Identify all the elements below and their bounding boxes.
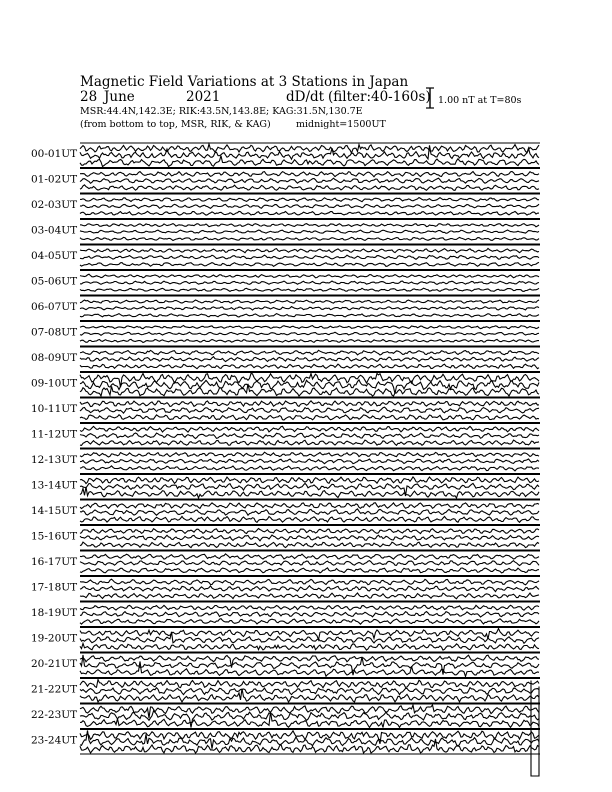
trace-row — [31, 271, 540, 296]
row-label: 23-24UT — [31, 734, 78, 747]
trace-row — [31, 424, 540, 449]
trace-rik — [80, 535, 539, 541]
trace-row — [31, 449, 540, 474]
trace-kag — [80, 529, 539, 534]
trace-msr — [80, 593, 539, 599]
row-label: 21-22UT — [31, 683, 78, 696]
trace-kag — [80, 554, 539, 559]
date-month: June — [104, 89, 135, 105]
trace-msr — [80, 211, 539, 215]
trace-rik — [80, 357, 539, 362]
trace-rik — [80, 586, 539, 592]
trace-kag — [80, 680, 539, 688]
trace-msr — [80, 516, 539, 522]
trace-msr — [80, 619, 539, 625]
trace-row — [31, 704, 540, 729]
row-label: 15-16UT — [31, 530, 78, 543]
trace-kag — [80, 374, 539, 388]
trace-rik — [80, 509, 539, 515]
trace-msr — [80, 185, 539, 191]
trace-kag — [80, 224, 539, 227]
row-label: 12-13UT — [31, 454, 78, 466]
trace-kag — [80, 503, 539, 509]
trace-row — [31, 526, 540, 551]
trace-row — [31, 169, 540, 194]
trace-rik — [80, 688, 539, 695]
trace-rik — [80, 407, 539, 413]
trace-kag — [80, 477, 539, 484]
trace-kag — [80, 274, 539, 278]
trace-msr — [80, 466, 539, 471]
row-label: 07-08UT — [31, 326, 78, 339]
trace-rik — [80, 306, 539, 310]
date-day: 28 — [80, 89, 98, 105]
trace-rik — [80, 281, 539, 284]
row-label: 17-18UT — [31, 581, 78, 594]
row-label: 10-11UT — [31, 403, 78, 415]
trace-row — [31, 500, 540, 525]
trace-kag — [80, 579, 539, 585]
trace-kag — [80, 172, 539, 177]
trace-row — [31, 245, 540, 270]
row-label: 01-02UT — [31, 173, 78, 186]
trace-msr — [80, 237, 539, 240]
trace-kag — [80, 300, 539, 303]
row-label: 19-20UT — [31, 632, 78, 645]
trace-msr — [80, 339, 539, 342]
trace-row — [31, 602, 540, 627]
row-label: 16-17UT — [31, 556, 78, 568]
trace-kag — [80, 326, 539, 329]
trace-rik — [80, 433, 539, 439]
trace-row — [31, 322, 540, 347]
date-year: 2021 — [186, 89, 221, 105]
row-label: 14-15UT — [31, 505, 78, 517]
row-label: 13-14UT — [31, 479, 78, 492]
trace-kag — [80, 248, 539, 252]
trace-row — [31, 194, 540, 219]
trace-kag — [80, 350, 539, 355]
trace-msr — [80, 415, 539, 420]
row-label: 04-05UT — [31, 250, 78, 262]
row-label: 00-01UT — [31, 148, 78, 160]
row-label: 22-23UT — [31, 709, 78, 721]
trace-row — [31, 296, 540, 321]
trace-msr — [80, 314, 539, 317]
trace-msr — [80, 262, 539, 266]
trace-row — [31, 220, 540, 245]
trace-kag — [80, 426, 539, 432]
trace-rows — [31, 143, 540, 776]
order-line: (from bottom to top, MSR, RIK, & KAG) — [80, 119, 271, 130]
trace-row — [31, 679, 540, 704]
trace-row — [31, 730, 540, 755]
chart-title: Magnetic Field Variations at 3 Stations in Japan — [80, 74, 409, 90]
trace-rik — [80, 204, 539, 208]
trace-rik — [80, 230, 539, 233]
trace-msr — [80, 288, 539, 291]
trace-rik — [80, 561, 539, 566]
trace-rik — [80, 255, 539, 259]
stations-line: MSR:44.4N,142.3E; RIK:43.5N,143.8E; KAG:31.5N,130.7E — [80, 106, 363, 117]
trace-rik — [80, 731, 539, 749]
trace-row — [31, 577, 540, 602]
scale-label: 1.00 nT at T=80s — [438, 95, 522, 106]
row-label: 18-19UT — [31, 607, 78, 619]
trace-rik — [80, 612, 539, 617]
trace-kag — [80, 655, 539, 668]
trace-row — [31, 347, 540, 372]
trace-rik — [80, 380, 539, 394]
trace-row — [31, 373, 540, 398]
trace-kag — [80, 144, 539, 153]
trace-rik — [80, 332, 539, 335]
row-label: 06-07UT — [31, 301, 78, 313]
trace-msr — [80, 440, 539, 445]
midnight-note: midnight=1500UT — [296, 119, 386, 130]
trace-row — [31, 653, 540, 678]
quantity-label: dD/dt — [286, 89, 325, 105]
trace-msr — [80, 364, 539, 369]
filter-label: (filter:40-160s) — [328, 89, 431, 105]
trace-kag — [80, 401, 539, 407]
trace-msr — [80, 643, 539, 650]
row-label: 08-09UT — [31, 352, 78, 364]
row-label: 11-12UT — [31, 428, 78, 441]
trace-msr — [80, 487, 539, 498]
trace-kag — [80, 605, 539, 610]
trace-row — [31, 628, 540, 653]
trace-row — [31, 475, 540, 500]
trace-rik — [80, 178, 539, 183]
trace-msr — [80, 542, 539, 548]
row-label: 05-06UT — [31, 275, 78, 288]
trace-rik — [80, 459, 539, 464]
row-label: 20-21UT — [31, 658, 78, 670]
trace-kag — [80, 198, 539, 202]
row-label: 03-04UT — [31, 224, 78, 237]
trace-msr — [80, 568, 539, 573]
row-label: 09-10UT — [31, 377, 78, 390]
trace-row — [31, 143, 540, 168]
row-label: 02-03UT — [31, 199, 78, 211]
trace-row — [31, 551, 540, 576]
trace-row — [31, 398, 540, 423]
trace-kag — [80, 452, 539, 457]
